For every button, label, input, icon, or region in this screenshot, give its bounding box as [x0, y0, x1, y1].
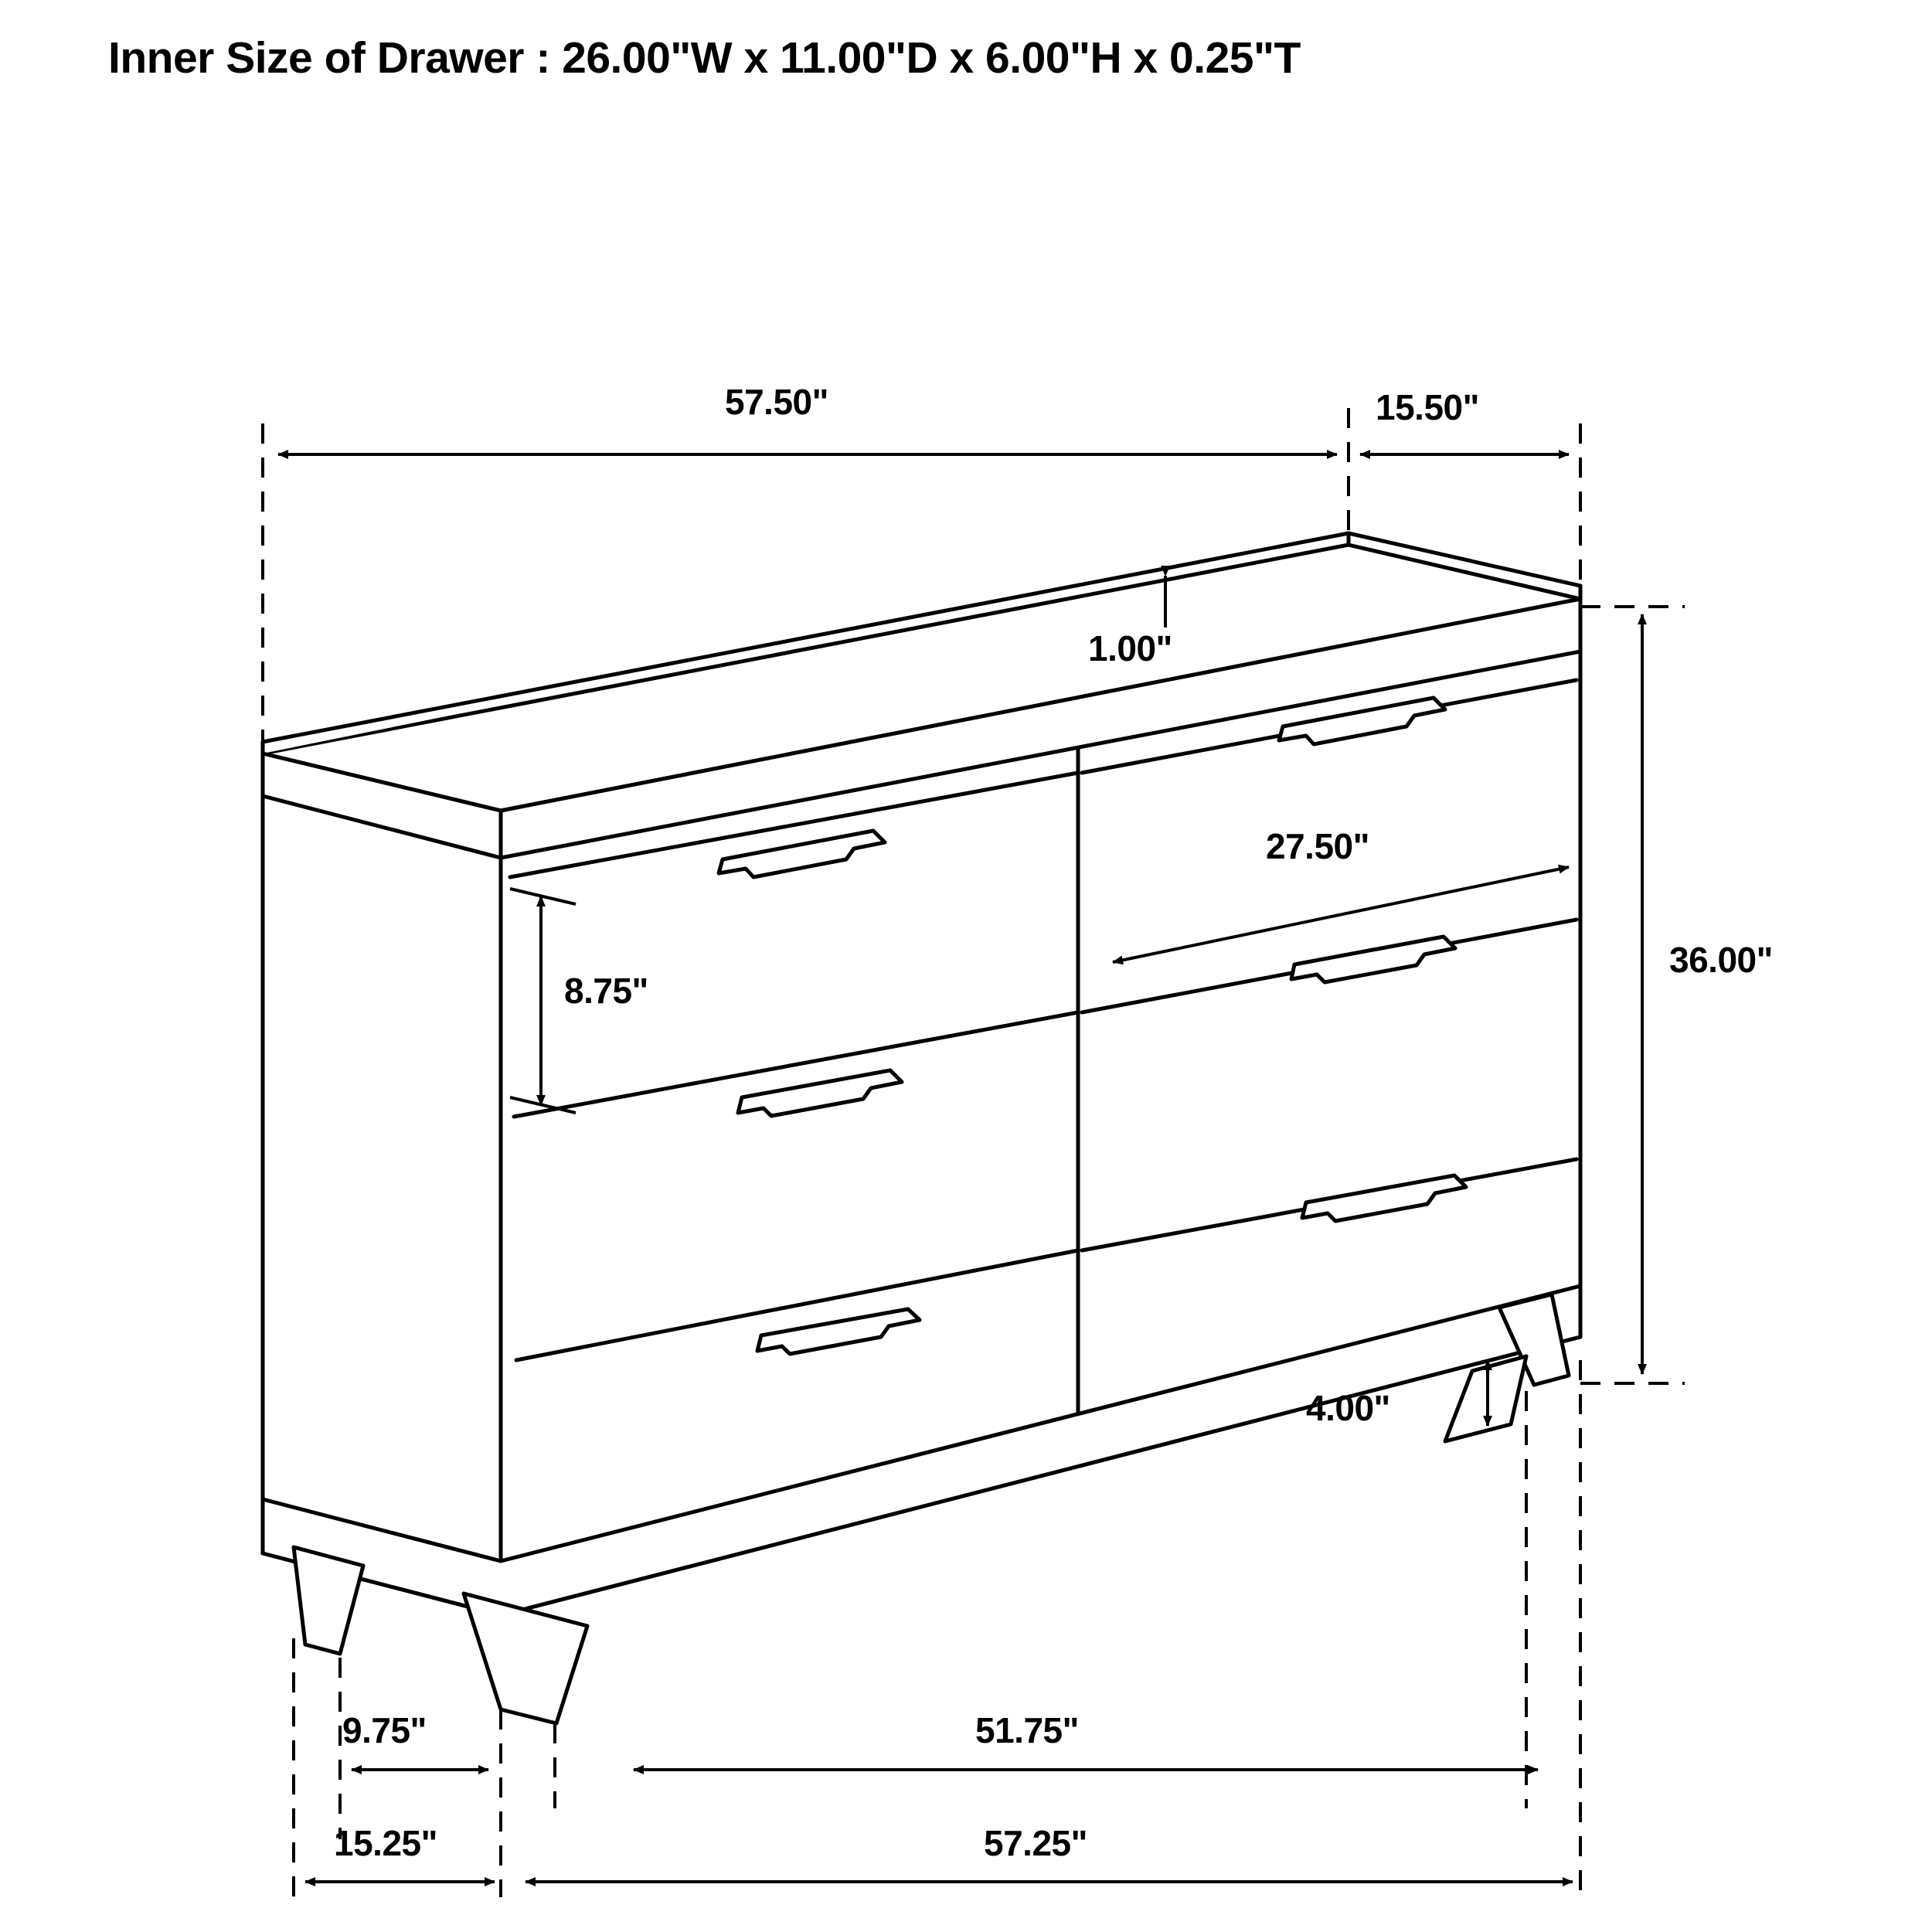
leg-back-left	[294, 1547, 363, 1654]
dim-label-drawer-width: 27.50"	[1266, 826, 1369, 866]
dim-label-top-depth: 15.50"	[1376, 387, 1479, 427]
dresser-left-side-panel	[263, 753, 501, 1615]
dim-label-base-depth: 9.75"	[342, 1710, 427, 1750]
dim-label-leg-height: 4.00"	[1306, 1388, 1390, 1428]
dim-label-top-lip: 1.00"	[1088, 628, 1172, 668]
dim-label-base-width: 51.75"	[975, 1710, 1079, 1750]
dim-label-top-width: 57.50"	[725, 382, 828, 422]
dim-label-foot-width: 57.25"	[984, 1823, 1087, 1863]
page-title: Inner Size of Drawer : 26.00"W x 11.00"D x 6.00"H x 0.25"T	[108, 33, 1301, 83]
dim-label-foot-depth: 15.25"	[334, 1823, 437, 1863]
dresser-body	[263, 533, 1580, 1723]
leg-front-left	[464, 1594, 587, 1723]
dim-label-drawer-height: 8.75"	[564, 971, 648, 1011]
dim-label-overall-height: 36.00"	[1669, 940, 1773, 980]
